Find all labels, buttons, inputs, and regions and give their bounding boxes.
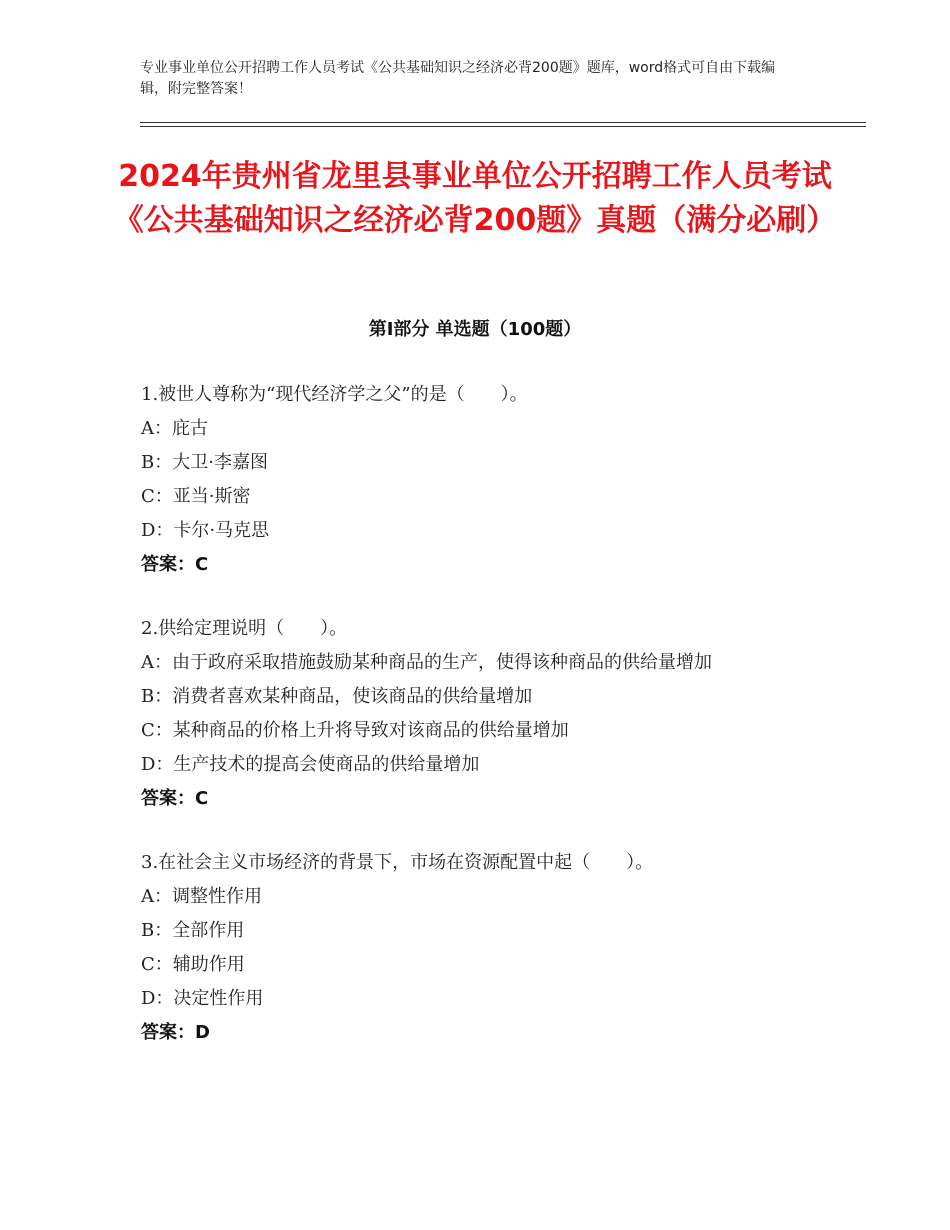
option-c: C：辅助作用 — [141, 954, 245, 975]
option-d: D：生产技术的提高会使商品的供给量增加 — [141, 754, 480, 775]
option-a: A：庇古 — [141, 418, 208, 439]
option-c: C：亚当·斯密 — [141, 486, 251, 507]
question-1 — [141, 378, 821, 582]
answer: 答案：D — [141, 1022, 210, 1043]
answer: 答案：C — [141, 788, 209, 809]
header-rule — [140, 122, 866, 127]
question-2 — [141, 612, 821, 816]
option-b: B：大卫·李嘉图 — [141, 452, 268, 473]
answer: 答案：C — [141, 554, 209, 575]
option-d: D：卡尔·马克思 — [141, 520, 270, 541]
option-a: A：调整性作用 — [141, 886, 262, 907]
header-note: 专业事业单位公开招聘工作人员考试《公共基础知识之经济必背200题》题库，word格式可自由下载编辑，附完整答案！ — [140, 60, 776, 97]
question-stem: 3.在社会主义市场经济的背景下，市场在资源配置中起（ ）。 — [141, 852, 654, 873]
option-b: B：消费者喜欢某种商品，使该商品的供给量增加 — [141, 686, 533, 707]
option-d: D：决定性作用 — [141, 988, 264, 1009]
document-title: 2024年贵州省龙里县事业单位公开招聘工作人员考试《公共基础知识之经济必背200题》真题（满分必刷） — [113, 159, 837, 238]
option-c: C：某种商品的价格上升将导致对该商品的供给量增加 — [141, 720, 569, 741]
option-b: B：全部作用 — [141, 920, 245, 941]
question-3 — [141, 846, 821, 1050]
question-stem: 2.供给定理说明（ ）。 — [141, 618, 348, 639]
question-stem: 1.被世人尊称为“现代经济学之父”的是（ ）。 — [141, 384, 528, 405]
question-list — [141, 378, 821, 1080]
section-title: 第Ⅰ部分 单选题（100题） — [368, 319, 582, 340]
option-a: A：由于政府采取措施鼓励某种商品的生产，使得该种商品的供给量增加 — [141, 652, 712, 673]
